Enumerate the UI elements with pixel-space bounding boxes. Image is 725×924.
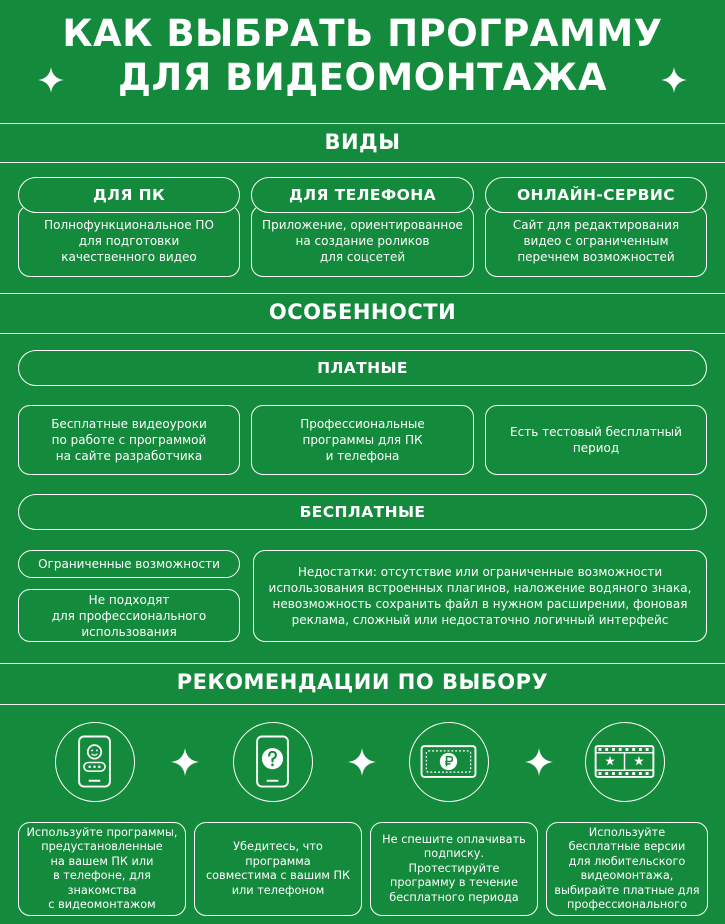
type-card-online: Сайт для редактирования видео с ограниченным перечнем возможностей <box>485 205 707 277</box>
paid-card-lessons: Бесплатные видеоуроки по работе с программой на сайте разработчика <box>18 405 240 475</box>
title-line-2: ДЛЯ ВИДЕОМОНТАЖА <box>118 56 607 99</box>
divider-bottom-types <box>0 162 725 163</box>
ruble-banknote-icon <box>410 723 487 800</box>
features-heading: ОСОБЕННОСТИ <box>268 300 457 324</box>
types-heading: ВИДЫ <box>324 130 401 154</box>
paid-label: ПЛАТНЫЕ <box>18 350 707 386</box>
divider-bottom-features <box>0 333 725 334</box>
paid-card-trial: Есть тестовый бесплатный период <box>485 405 707 475</box>
free-card-limited: Ограниченные возможности <box>18 550 240 578</box>
tip-icon-circle-4 <box>585 722 665 802</box>
recommendations-heading: РЕКОМЕНДАЦИИ ПО ВЫБОРУ <box>176 670 549 694</box>
star-divider-2-icon <box>347 747 377 777</box>
tip-card-2: Убедитесь, что программа совместима с вашим ПК или телефоном <box>194 822 362 916</box>
free-label: БЕСПЛАТНЫЕ <box>18 494 707 530</box>
sparkle-left-icon <box>37 66 65 94</box>
tip-icon-circle-1 <box>55 722 135 802</box>
type-label-pc: ДЛЯ ПК <box>18 177 240 213</box>
tip-card-1: Используйте программы, предустановленные на вашем ПК или в телефоне, для знакомства с видеомонтажом <box>18 822 186 916</box>
title-line-1: КАК ВЫБРАТЬ ПРОГРАММУ <box>62 12 663 55</box>
tip-card-4: Используйте бесплатные версии для любительского видеомонтажа, выбирайте платные для профессионального <box>546 822 708 916</box>
tip-icon-circle-2 <box>233 722 313 802</box>
divider-bottom-recommendations <box>0 704 725 705</box>
tip-icon-circle-3 <box>409 722 489 802</box>
film-strip-icon <box>586 723 663 800</box>
phone-question-icon <box>234 723 311 800</box>
free-card-not-pro: Не подходят для профессионального использования <box>18 589 240 642</box>
paid-card-professional: Профессиональные программы для ПК и телефона <box>251 405 474 475</box>
tip-card-3: Не спешите оплачивать подписку. Протестируйте программу в течение бесплатного периода <box>370 822 538 916</box>
star-divider-1-icon <box>170 747 200 777</box>
sparkle-right-icon <box>660 66 688 94</box>
divider-top-recommendations <box>0 663 725 664</box>
star-divider-3-icon <box>524 747 554 777</box>
type-label-online: ОНЛАЙН-СЕРВИС <box>485 177 707 213</box>
type-label-phone: ДЛЯ ТЕЛЕФОНА <box>251 177 474 213</box>
type-card-phone: Приложение, ориентированное на создание роликов для соцсетей <box>251 205 474 277</box>
free-card-drawbacks: Недостатки: отсутствие или ограниченные возможности использования встроенных плагинов, наложение водяного знака, невозможность сохранить файл в нужном расширении, фоновая реклама, сложный или недостаточно логичный интерфейс <box>253 550 707 642</box>
divider-top-features <box>0 293 725 294</box>
phone-smiley-icon <box>56 723 133 800</box>
divider-top-types <box>0 123 725 124</box>
type-card-pc: Полнофункциональное ПО для подготовки качественного видео <box>18 205 240 277</box>
